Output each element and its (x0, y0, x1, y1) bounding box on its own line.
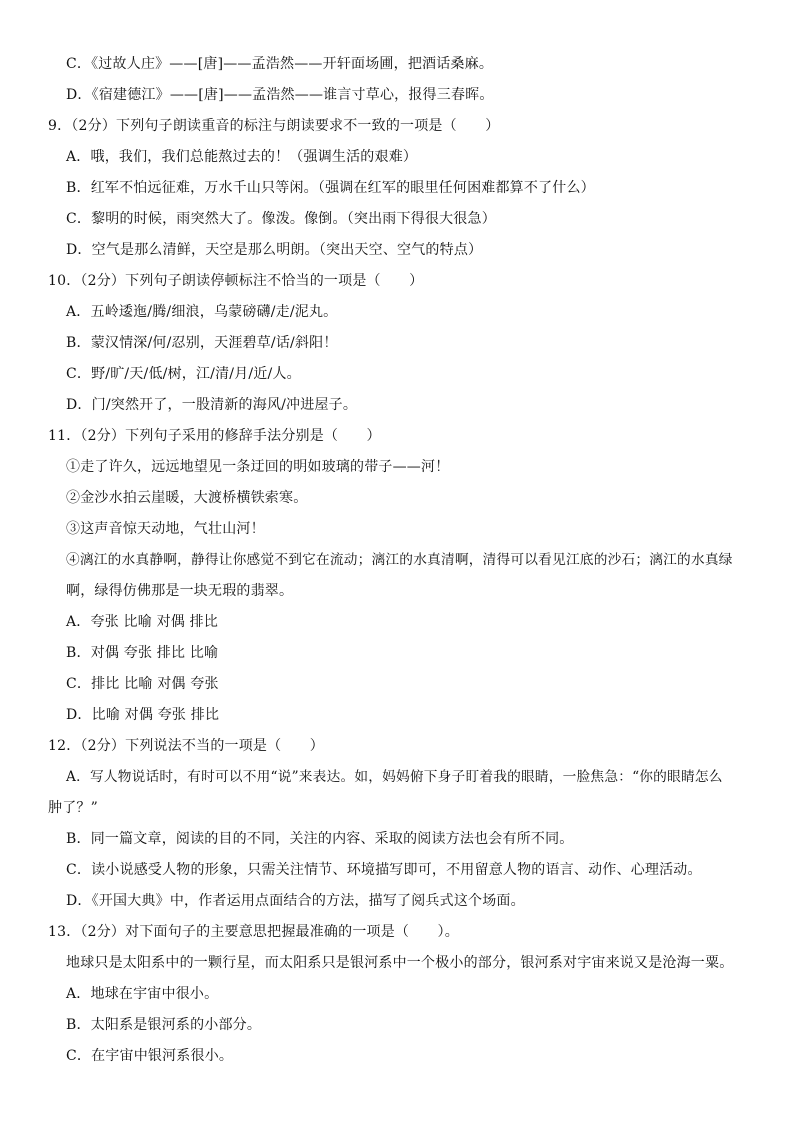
q10-option-b: B．蒙汉情深/何/忍别，天涯碧草/话/斜阳！ (66, 335, 338, 351)
q9-option-d: D．空气是那么清鲜，天空是那么明朗。（突出天空、空气的特点） (66, 242, 483, 258)
q12-option-a: A．写人物说话时，有时可以不用“说”来表达。如，妈妈俯下身子盯着我的眼睛，一脸焦急：“你的眼睛怎么 (66, 769, 723, 785)
q13-option-b: B．太阳系是银河系的小部分。 (66, 1017, 262, 1033)
q11-sentence-4: ④漓江的水真静啊，静得让你感觉不到它在流动；漓江的水真清啊，清得可以看见江底的沙石；漓江的水真绿 (66, 552, 733, 568)
q8-option-d: D．《宿建德江》——[唐]——孟浩然——谁言寸草心，报得三春晖。 (66, 87, 494, 103)
q11-option-c: C．排比 比喻 对偶 夸张 (66, 676, 219, 692)
q9-option-c: C．黎明的时候，雨突然大了。像泼。像倒。（突出雨下得很大很急） (66, 211, 496, 227)
q11-sentence-3: ③这声音惊天动地，气壮山河！ (66, 521, 265, 537)
q11-sentence-1: ①走了许久，远远地望见一条迂回的明如玻璃的带子——河！ (66, 459, 450, 475)
question-13: 13．（2分）对下面句子的主要意思把握最准确的一项是（ ）。 (48, 924, 459, 940)
q13-option-a: A．地球在宇宙中很小。 (66, 986, 219, 1002)
question-9: 9．（2分）下列句子朗读重音的标注与朗读要求不一致的一项是（ ） (48, 118, 500, 134)
q11-sentence-4-cont: 啊，绿得仿佛那是一块无瑕的翡翠。 (66, 583, 294, 599)
q12-option-d: D．《开国大典》中，作者运用点面结合的方法，描写了阅兵式这个场面。 (66, 893, 525, 909)
q12-option-a-cont: 肿了？” (48, 800, 98, 816)
q12-option-c: C．读小说感受人物的形象，只需关注情节、环境描写即可，不用留意人物的语言、动作、心理活动。 (66, 862, 702, 878)
q13-passage: 地球只是太阳系中的一颗行星，而太阳系只是银河系中一个极小的部分，银河系对宇宙来说又是沧海一粟。 (66, 955, 734, 971)
q11-sentence-2: ②金沙水拍云崖暖，大渡桥横铁索寒。 (66, 490, 308, 506)
q9-option-b: B．红军不怕远征难，万水千山只等闲。（强调在红军的眼里任何困难都算不了什么） (66, 180, 595, 196)
q8-option-c: C．《过故人庄》——[唐]——孟浩然——开轩面场圃，把酒话桑麻。 (66, 56, 494, 72)
q11-option-b: B．对偶 夸张 排比 比喻 (66, 645, 219, 661)
question-11: 11．（2分）下列句子采用的修辞手法分别是（ ） (48, 428, 381, 444)
q11-option-a: A．夸张 比喻 对偶 排比 (66, 614, 219, 630)
q10-option-a: A．五岭逶迤/腾/细浪，乌蒙磅礴/走/泥丸。 (66, 304, 338, 320)
q13-option-c: C．在宇宙中银河系很小。 (66, 1048, 234, 1064)
question-12: 12．（2分）下列说法不当的一项是（ ） (48, 738, 324, 754)
q11-option-d: D．比喻 对偶 夸张 排比 (66, 707, 220, 723)
q10-option-c: C．野/旷/天/低/树，江/清/月/近/人。 (66, 366, 301, 382)
question-10: 10．（2分）下列句子朗读停顿标注不恰当的一项是（ ） (48, 273, 424, 289)
q9-option-a: A．哦，我们，我们总能熬过去的！（强调生活的艰难） (66, 149, 418, 165)
q12-option-b: B．同一篇文章，阅读的目的不同，关注的内容、采取的阅读方法也会有所不同。 (66, 831, 574, 847)
q10-option-d: D．门/突然开了，一股清新的海风/冲进屋子。 (66, 397, 358, 413)
